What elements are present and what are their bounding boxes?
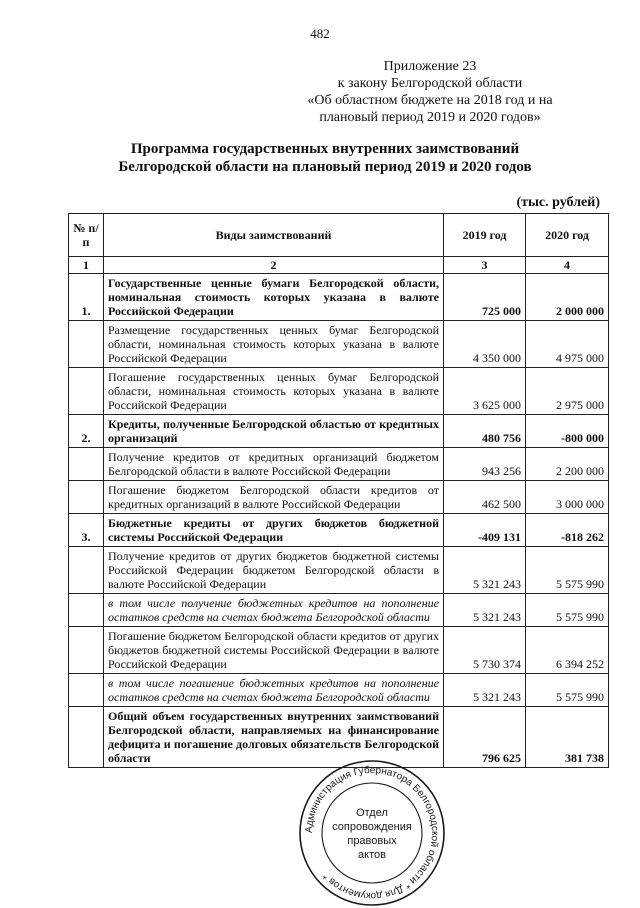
row-description-cell: Бюджетные кредиты от других бюджетов бюджетной системы Российской Федерации xyxy=(104,514,444,547)
row-2019-cell: 5 730 374 xyxy=(444,627,526,674)
index-cell: 4 xyxy=(526,257,609,274)
appendix-line-3: «Об областном бюджете на 2018 год и на xyxy=(307,93,553,108)
row-number-cell: 2. xyxy=(69,415,104,448)
page-number: 482 xyxy=(310,26,330,41)
row-description-cell: Погашение бюджетом Белгородской области кредитов от кредитных организаций в валюте Российской Федерации xyxy=(104,481,444,514)
table-row xyxy=(69,415,609,448)
row-2020-cell: 4 975 000 xyxy=(526,321,609,368)
table-row xyxy=(69,368,609,415)
header-number: № п/п xyxy=(69,214,104,257)
stamp-line-4: актов xyxy=(358,849,386,861)
row-number-cell: 1. xyxy=(69,274,104,321)
row-2020-cell: 5 575 990 xyxy=(526,674,609,707)
row-description-cell: Размещение государственных ценных бумаг Белгородской области, номинальная стоимость которых указана в валюте Российской Федерации xyxy=(104,321,444,368)
borrowings-table xyxy=(68,213,609,768)
row-description-cell: в том числе погашение бюджетных кредитов на пополнение остатков средств на счетах бюджета Белгородской области xyxy=(104,674,444,707)
row-2020-cell: 5 575 990 xyxy=(526,547,609,594)
index-cell: 1 xyxy=(69,257,104,274)
row-2020-cell: 5 575 990 xyxy=(526,594,609,627)
row-2020-cell: 381 738 xyxy=(526,707,609,768)
table-row xyxy=(69,448,609,481)
row-2019-cell: 480 756 xyxy=(444,415,526,448)
stamp-inner-ring xyxy=(322,783,422,883)
row-2020-cell: 2 200 000 xyxy=(526,448,609,481)
row-2019-cell: -409 131 xyxy=(444,514,526,547)
table-row xyxy=(69,321,609,368)
row-number-cell xyxy=(69,707,104,768)
index-cell: 3 xyxy=(444,257,526,274)
table-row xyxy=(69,547,609,594)
stamp-outer-ring xyxy=(300,761,444,905)
row-2020-cell: 6 394 252 xyxy=(526,627,609,674)
appendix-header xyxy=(270,58,590,126)
row-2019-cell: 3 625 000 xyxy=(444,368,526,415)
row-description-cell: Общий объем государственных внутренних заимствований Белгородской области, направляемых на финансирование дефицита и погашение долговых обязательств Белгородской области xyxy=(104,707,444,768)
title-line-2: Белгородской области на плановый период 2019 и 2020 годов xyxy=(118,159,532,175)
table-row xyxy=(69,674,609,707)
table-body xyxy=(69,274,609,768)
row-2020-cell: 3 000 000 xyxy=(526,481,609,514)
official-stamp xyxy=(297,758,447,908)
stamp-line-2: сопровождения xyxy=(332,821,412,833)
row-description-cell: Погашение бюджетом Белгородской области кредитов от других бюджетов бюджетной системы Российской Федерации в валюте Российской Федерации xyxy=(104,627,444,674)
table-row xyxy=(69,594,609,627)
row-description-cell: Получение кредитов от других бюджетов бюджетной системы Российской Федерации бюджетом Белгородской области в валюте Российской Федерации xyxy=(104,547,444,594)
row-number-cell xyxy=(69,627,104,674)
header-2020: 2020 год xyxy=(526,214,609,257)
table-index-row xyxy=(69,257,609,274)
table-row xyxy=(69,627,609,674)
row-description-cell: Государственные ценные бумаги Белгородской области, номинальная стоимость которых указана в валюте Российской Федерации xyxy=(104,274,444,321)
row-2019-cell: 5 321 243 xyxy=(444,674,526,707)
appendix-line-4: плановый период 2019 и 2020 годов» xyxy=(319,110,541,125)
table-row xyxy=(69,274,609,321)
row-number-cell xyxy=(69,448,104,481)
table-row xyxy=(69,707,609,768)
unit-label: (тыс. рублей) xyxy=(516,195,600,210)
document-title xyxy=(60,140,590,176)
row-number-cell: 3. xyxy=(69,514,104,547)
table-row xyxy=(69,514,609,547)
row-2020-cell: 2 975 000 xyxy=(526,368,609,415)
row-number-cell xyxy=(69,594,104,627)
stamp-line-1: Отдел xyxy=(356,807,388,819)
row-number-cell xyxy=(69,547,104,594)
row-2020-cell: 2 000 000 xyxy=(526,274,609,321)
row-number-cell xyxy=(69,674,104,707)
row-description-cell: Получение кредитов от кредитных организаций бюджетом Белгородской области в валюте Российской Федерации xyxy=(104,448,444,481)
row-description-cell: Погашение государственных ценных бумаг Белгородской области, номинальная стоимость которых указана в валюте Российской Федерации xyxy=(104,368,444,415)
index-cell: 2 xyxy=(104,257,444,274)
appendix-line-2: к закону Белгородской области xyxy=(337,76,523,91)
row-description-cell: в том числе получение бюджетных кредитов на пополнение остатков средств на счетах бюджета Белгородской области xyxy=(104,594,444,627)
table-row xyxy=(69,481,609,514)
row-2019-cell: 462 500 xyxy=(444,481,526,514)
row-number-cell xyxy=(69,481,104,514)
title-line-1: Программа государственных внутренних заимствований xyxy=(130,141,520,157)
row-2019-cell: 5 321 243 xyxy=(444,547,526,594)
row-description-cell: Кредиты, полученные Белгородской областью от кредитных организаций xyxy=(104,415,444,448)
row-number-cell xyxy=(69,368,104,415)
row-2019-cell: 725 000 xyxy=(444,274,526,321)
appendix-line-1: Приложение 23 xyxy=(383,59,477,74)
row-2019-cell: 4 350 000 xyxy=(444,321,526,368)
header-2019: 2019 год xyxy=(444,214,526,257)
row-number-cell xyxy=(69,321,104,368)
row-2019-cell: 5 321 243 xyxy=(444,594,526,627)
row-2020-cell: -818 262 xyxy=(526,514,609,547)
stamp-line-3: правовых xyxy=(347,835,397,847)
stamp-ring-text: Администрация Губернатора Белгородской области * Для документов * xyxy=(303,764,441,902)
row-2019-cell: 943 256 xyxy=(444,448,526,481)
row-2019-cell: 796 625 xyxy=(444,707,526,768)
row-2020-cell: -800 000 xyxy=(526,415,609,448)
header-type: Виды заимствований xyxy=(104,214,444,257)
table-header-row xyxy=(69,214,609,257)
